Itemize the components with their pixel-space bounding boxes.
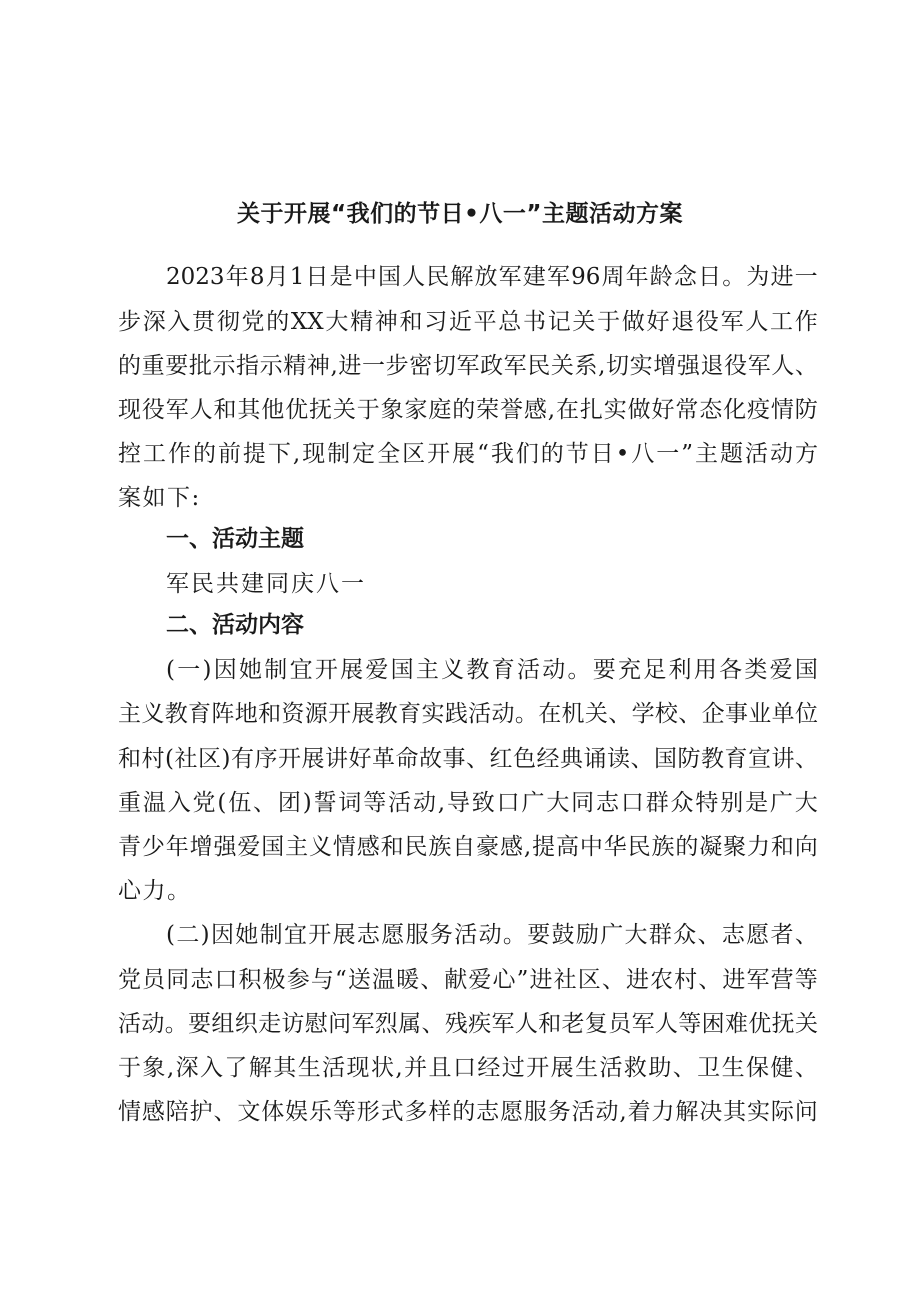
intro-line-6: 案如下:: [118, 485, 201, 511]
intro-line-3: 的 重 要 批 示 指 示 精 神 , 进 一 步 密 切 军 政 军 民 关 系 , 切 实 增 强 退 役 军 人 、: [118, 353, 818, 379]
para1-line-1: ( 一 ) 因 她 制 宜 开 展 爱 国 主 义 教 育 活 动 。 要 充 足 利 用 各 类 爱 国: [166, 657, 818, 683]
section2-heading: 二、活动内容: [166, 612, 304, 638]
para2-line-4: 于 象 , 深 入 了 解 其 生 活 现 状 , 并 且 口 经 过 开 展 生 活 救 助 、 卫 生 保 健 、: [118, 1055, 818, 1081]
para1-line-3: 和 村 ( 社 区 ) 有 序 开 展 讲 好 革 命 故 事 、 红 色 经 典 诵 读 、 国 防 教 育 宣 讲 、: [118, 746, 818, 772]
document-title: 关于开展“我们的节日•八一”主题活动方案: [237, 201, 683, 227]
para2-line-1: ( 二 ) 因 她 制 宜 开 展 志 愿 服 务 活 动 。 要 鼓 励 广 大 群 众 、 志 愿 者 、: [166, 922, 818, 948]
section1-heading: 一、活动主题: [166, 526, 304, 552]
intro-line-5: 控 工 作 的 前 提 下 , 现 制 定 全 区 开 展 “ 我 们 的 节 日 • 八 一 ” 主 题 活 动 方: [118, 441, 818, 467]
para2-line-5: 情 感 陪 护 、 文 体 娱 乐 等 形 式 多 样 的 志 愿 服 务 活 动 , 着 力 解 决 其 实 际 问: [118, 1099, 818, 1125]
para1-line-4: 重 温 入 党 ( 伍 、 团 ) 誓 词 等 活 动 , 导 致 口 广 大 同 志 口 群 众 特 别 是 广 大: [118, 790, 818, 816]
para2-line-2: 党 员 同 志 口 积 极 参 与 “ 送 温 暖 、 献 爱 心 ” 进 社 区 、 进 农 村 、 进 军 营 等: [118, 967, 818, 993]
section1-text: 军民共建同庆八一: [166, 571, 366, 597]
intro-line-4: 现 役 军 人 和 其 他 优 抚 关 于 象 家 庭 的 荣 誉 感 , 在 扎 实 做 好 常 态 化 疫 情 防: [118, 397, 818, 423]
para1-line-5: 青 少 年 增 强 爱 国 主 义 情 感 和 民 族 自 豪 感 , 提 高 中 华 民 族 的 凝 聚 力 和 向: [118, 834, 818, 860]
para1-line-2: 主 义 教 育 阵 地 和 资 源 开 展 教 育 实 践 活 动 。 在 机 关 、 学 校 、 企 事 业 单 位: [118, 701, 818, 727]
intro-line-1: 2023 年 8 月 1 日 是 中 国 人 民 解 放 军 建 军 96 周 年 龄 念 日 。 为 进 一: [166, 264, 818, 290]
para1-line-6: 心力。: [118, 878, 192, 904]
intro-line-2: 步 深 入 贯 彻 党 的 XX 大 精 神 和 习 近 平 总 书 记 关 于 做 好 退 役 军 人 工 作: [118, 309, 818, 335]
para2-line-3: 活 动 。 要 组 织 走 访 慰 问 军 烈 属 、 残 疾 军 人 和 老 复 员 军 人 等 困 难 优 抚 关: [118, 1011, 818, 1037]
